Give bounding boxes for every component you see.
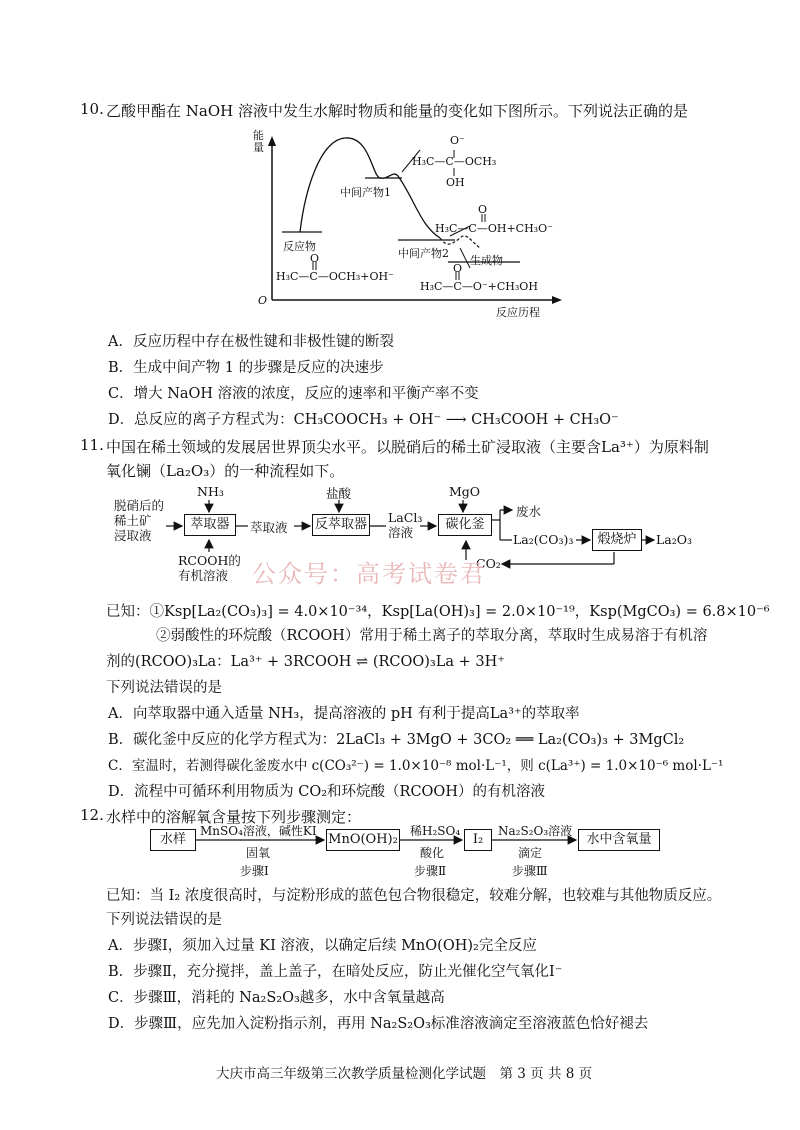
q11-known2-line1: ②弱酸性的环烷酸（RCOOH）常用于稀土离子的萃取分离，萃取时生成易溶于有机溶	[156, 628, 708, 644]
q12-option-b[interactable]: B．步骤Ⅱ，充分搅拌，盖上盖子，在暗处反应，防止光催化空气氧化I⁻	[108, 964, 563, 980]
x-axis-label: 反应历程	[496, 306, 540, 319]
q11-known1: 已知：①Ksp[La₂(CO₃)₃] = 4.0×10⁻³⁴，Ksp[La(OH)₃] = 2.0×10⁻¹⁹，Ksp(MgCO₃) = 6.8×10⁻⁶	[106, 604, 770, 620]
back-extractor-box: 反萃取器	[312, 514, 370, 536]
co2-label: CO₂	[476, 556, 501, 571]
step2-label: 步骤Ⅱ	[414, 864, 447, 878]
q10-number: 10.	[80, 100, 104, 118]
lacl3-label	[388, 510, 422, 540]
q12-ask: 下列说法错误的是	[106, 912, 222, 928]
intermediate1-label: 中间产物1	[340, 186, 391, 199]
extractor-box: 萃取器	[184, 514, 236, 536]
q12-option-a[interactable]: A．步骤Ⅰ，须加入过量 KI 溶液，以确定后续 MnO(OH)₂完全反应	[108, 938, 537, 954]
lacl3-line2: 溶液	[388, 525, 414, 540]
sample-box: 水样	[150, 829, 196, 851]
q11-number: 11.	[80, 436, 104, 454]
rcooh-line1: RCOOH的	[178, 553, 241, 568]
q11-option-a[interactable]: A．向萃取器中通入适量 NH₃，提高溶液的 pH 有利于提高La³⁺的萃取率	[108, 706, 580, 722]
intermediate1-oh: OH	[446, 176, 465, 189]
q10-option-b[interactable]: B．生成中间产物 1 的步骤是反应的决速步	[108, 360, 384, 376]
q10-option-c[interactable]: C．增大 NaOH 溶液的浓度，反应的速率和平衡产率不变	[108, 386, 479, 402]
intermediate2-carbonyl-o: O	[478, 203, 488, 216]
q11-stem-line1: 中国在稀土领域的发展居世界顶尖水平。以脱硝后的稀土矿浸取液（主要含La³⁺）为原料制	[106, 438, 709, 456]
energy-diagram	[0, 0, 800, 330]
y-axis-arrow	[268, 136, 276, 146]
q11-known2-line2: 剂的(RCOO)₃La：La³⁺ + 3RCOOH ⇌ (RCOO)₃La + 3H⁺	[106, 654, 505, 670]
q12-option-d[interactable]: D．步骤Ⅲ，应先加入淀粉指示剂，再用 Na₂S₂O₃标准溶液滴定至溶液蓝色恰好褪去	[108, 1016, 649, 1032]
product-label: 生成物	[470, 254, 503, 267]
q12-option-c[interactable]: C．步骤Ⅲ，消耗的 Na₂S₂O₃越多，水中含氧量越高	[108, 990, 445, 1006]
feed-line2: 稀土矿	[114, 513, 152, 528]
reactant-carbonyl-o: O	[310, 252, 320, 265]
la2co3-label: La₂(CO₃)₃	[513, 532, 574, 547]
step3-label: 步骤Ⅲ	[512, 864, 548, 878]
reagent2-label: 稀H₂SO₄	[410, 824, 461, 838]
page-footer: 大庆市高三年级第三次教学质量检测化学试题 第 3 页 共 8 页	[216, 1066, 593, 1082]
q12-stem: 水样中的溶解氧含量按下列步骤测定：	[106, 808, 362, 826]
hcl-label: 盐酸	[326, 486, 352, 501]
q11-stem-line2: 氧化镧（La₂O₃）的一种流程如下。	[106, 462, 345, 480]
product-formula: H₃C—C—O⁻+CH₃OH	[420, 280, 538, 293]
intermediate2-label: 中间产物2	[398, 247, 449, 260]
y-axis-label: 能量	[253, 129, 264, 154]
q10-stem: 乙酸甲酯在 NaOH 溶液中发生水解时物质和能量的变化如下图所示。下列说法正确的是	[106, 102, 688, 120]
calciner-box: 煅烧炉	[592, 529, 642, 551]
extract-liquid-label: 萃取液	[250, 520, 288, 535]
result-box: 水中含氧量	[578, 829, 660, 851]
mgo-label: MgO	[449, 484, 481, 499]
feed-line1: 脱硝后的	[114, 498, 165, 513]
nh3-label: NH₃	[197, 484, 224, 499]
q11-ask: 下列说法错误的是	[106, 680, 222, 696]
action1-label: 固氧	[246, 846, 271, 860]
q10-option-d[interactable]: D．总反应的离子方程式为：CH₃COOCH₃ + OH⁻ ⟶ CH₃COOH + CH₃O⁻	[108, 412, 619, 428]
intermediate2-formula: H₃C—C—OH+CH₃O⁻	[435, 222, 553, 235]
q11-option-b[interactable]: B．碳化釜中反应的化学方程式为：2LaCl₃ + 3MgO + 3CO₂ ══ La₂(CO₃)₃ + 3MgCl₂	[108, 732, 685, 748]
q11-option-d[interactable]: D．流程中可循环利用物质为 CO₂和环烷酸（RCOOH）的有机溶液	[108, 784, 545, 800]
carbonizer-box: 碳化釜	[438, 514, 492, 536]
waste-water-label: 废水	[516, 504, 542, 519]
q10-option-a[interactable]: A．反应历程中存在极性键和非极性键的断裂	[108, 334, 394, 350]
step1-label: 步骤Ⅰ	[240, 864, 269, 878]
reactant-formula: H₃C—C—OCH₃+OH⁻	[276, 270, 394, 283]
product-carbonyl-o: O	[453, 262, 463, 275]
action3-label: 滴定	[518, 846, 543, 860]
la2o3-label: La₂O₃	[656, 532, 693, 547]
q12-number: 12.	[80, 806, 104, 824]
rcooh-label	[178, 553, 241, 583]
reagent1-label: MnSO₄溶液，碱性KI	[200, 824, 317, 838]
reagent3-label: Na₂S₂O₃溶液	[498, 824, 573, 838]
i2-box: I₂	[464, 829, 492, 851]
reactant-label: 反应物	[283, 240, 316, 253]
q11-option-c[interactable]: C．室温时，若测得碳化釜废水中 c(CO₃²⁻) = 1.0×10⁻⁸ mol·L⁻¹，则 c(La³⁺) = 1.0×10⁻⁶ mol·L⁻¹	[108, 758, 724, 774]
x-axis-arrow	[552, 296, 562, 304]
q12-known: 已知：当 I₂ 浓度很高时，与淀粉形成的蓝色包合物很稳定，较难分解，也较难与其他物质反应。	[106, 888, 722, 904]
origin-label: O	[258, 294, 268, 307]
watermark: 公众号：高考试卷君	[252, 560, 486, 588]
q11-feed	[114, 498, 164, 543]
action2-label: 酸化	[420, 846, 445, 860]
mnooh-box: MnO(OH)₂	[326, 829, 400, 851]
intermediate1-ominus: O⁻	[450, 134, 465, 147]
feed-line3: 浸取液	[114, 528, 152, 543]
rcooh-line2: 有机溶液	[178, 568, 229, 583]
lacl3-line1: LaCl₃	[388, 510, 423, 525]
intermediate1-formula: H₃C—C—OCH₃	[412, 155, 497, 168]
